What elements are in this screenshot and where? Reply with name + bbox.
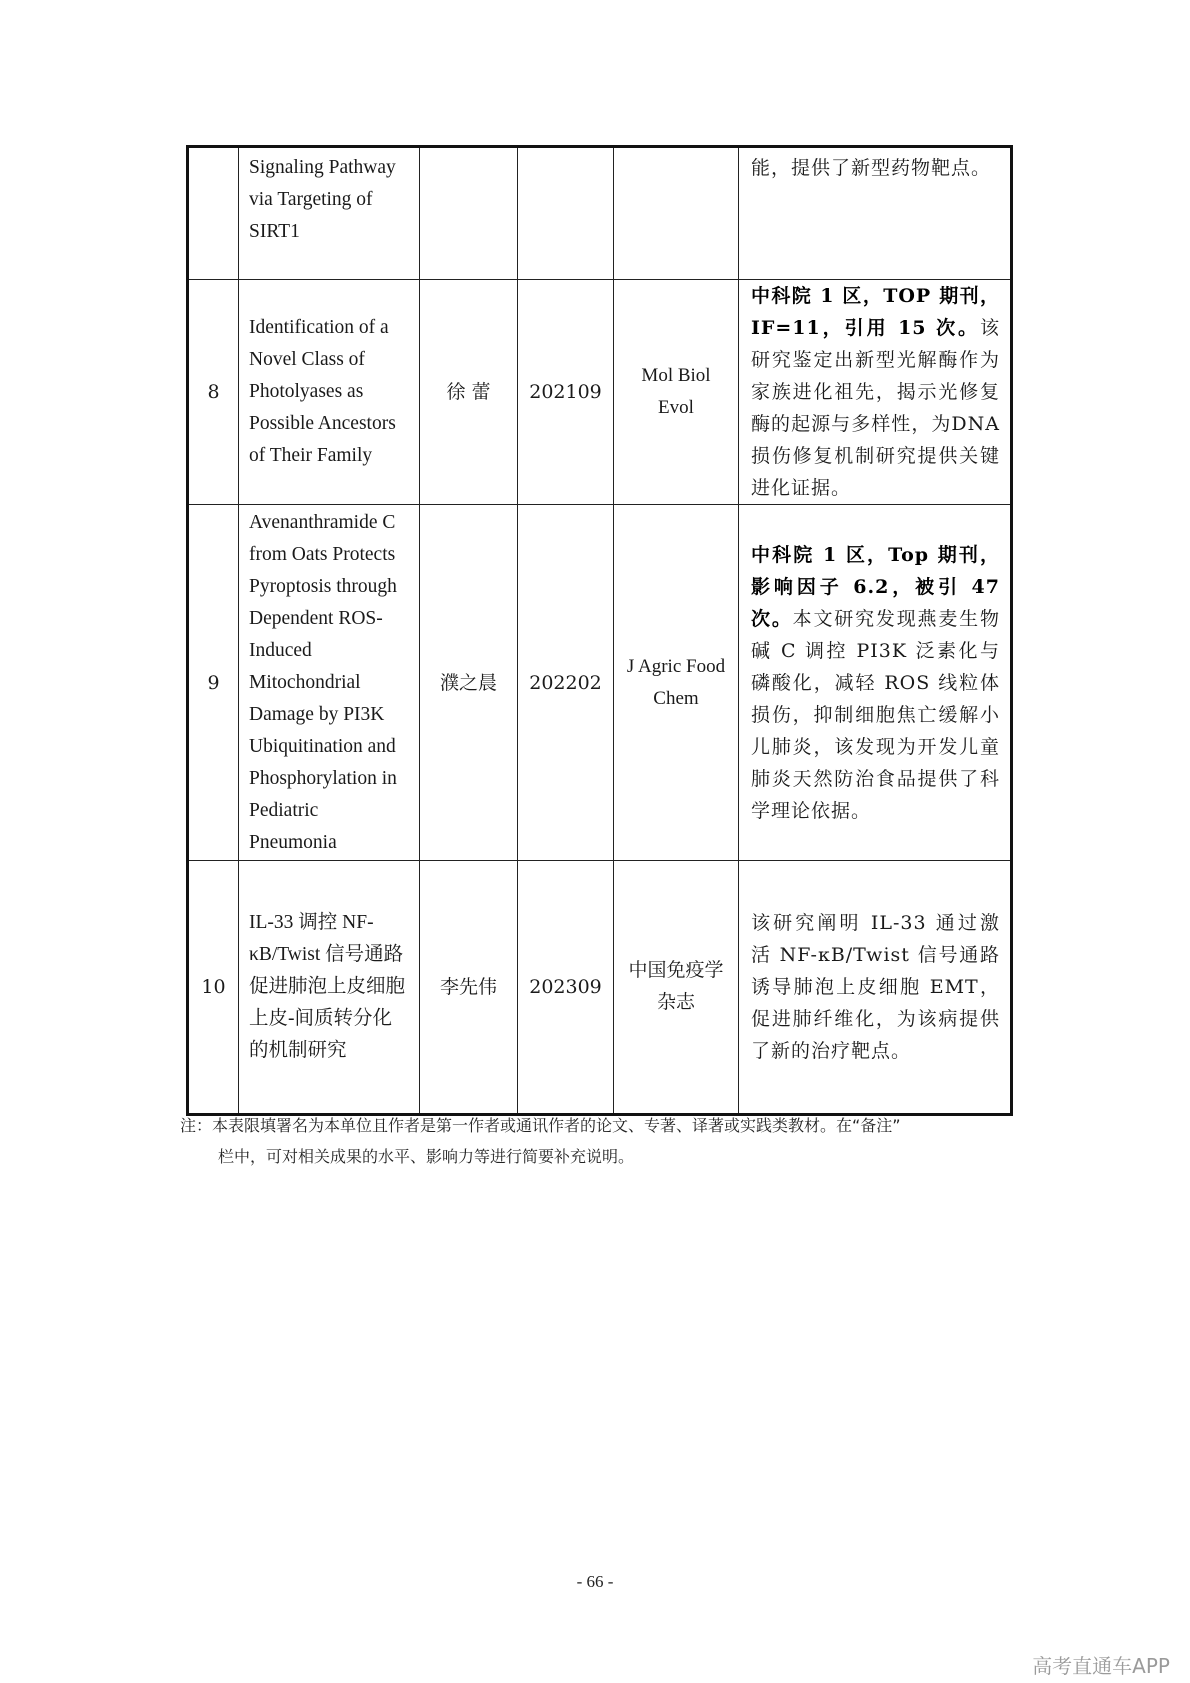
footnote-line-2: 栏中，可对相关成果的水平、影响力等进行简要补充说明。: [218, 1147, 635, 1166]
remark-highlight: 中科院 1 区，Top 期刊，影响因子 6.2，被引 47 次。: [751, 543, 1000, 630]
remark-highlight: 中科院 1 区，TOP 期刊，IF=11，引用 15 次。: [751, 285, 1000, 339]
paper-title: Avenanthramide C from Oats Protects Pyroptosis through Dependent ROS-Induced Mitochondrial Damage by PI3K Ubiquitination and Phosphorylation in Pediatric Pneumonia: [239, 505, 420, 861]
journal: [614, 147, 739, 280]
author: 李先伟: [420, 861, 518, 1115]
journal: 中国免疫学杂志: [614, 861, 739, 1115]
row-number: 8: [188, 280, 239, 505]
table-row: [188, 147, 1012, 280]
author: 濮之晨: [420, 505, 518, 861]
remark: [739, 147, 1012, 280]
page-number: - 66 -: [576, 1572, 614, 1591]
paper-title: IL-33 调控 NF-κB/Twist 信号通路促进肺泡上皮细胞上皮-间质转分化的机制研究: [239, 861, 420, 1115]
papers-table: [186, 145, 1013, 1116]
remark: [739, 505, 1012, 861]
row-number: 9: [188, 505, 239, 861]
table-row: [188, 280, 1012, 505]
row-number: 10: [188, 861, 239, 1115]
table-footnote: [180, 1110, 1020, 1172]
remark: [739, 280, 1012, 505]
author: 徐 蕾: [420, 280, 518, 505]
author: [420, 147, 518, 280]
publish-date: 202109: [518, 280, 614, 505]
remark-text: 该研究鉴定出新型光解酶作为家族进化祖先，揭示光修复酶的起源与多样性，为DNA 损伤修复机制研究提供关键进化证据。: [751, 317, 1000, 499]
publish-date: 202309: [518, 861, 614, 1115]
remark-text: 本文研究发现燕麦生物碱 C 调控 PI3K 泛素化与磷酸化，减轻 ROS 线粒体损伤，抑制细胞焦亡缓解小儿肺炎，该发现为开发儿童肺炎天然防治食品提供了科学理论依据。: [751, 607, 1000, 822]
row-number: [188, 147, 239, 280]
table-row: [188, 861, 1012, 1115]
table-row: [188, 505, 1012, 861]
footnote-line-1: 注：本表限填署名为本单位且作者是第一作者或通讯作者的论文、专著、译著或实践类教材。在“备注”: [180, 1116, 901, 1135]
journal: J Agric Food Chem: [614, 505, 739, 861]
watermark: 高考直通车APP: [1032, 1654, 1170, 1678]
remark: [739, 861, 1012, 1115]
remark-text: 能，提供了新型药物靶点。: [751, 157, 992, 179]
journal: Mol Biol Evol: [614, 280, 739, 505]
paper-title: Signaling Pathway via Targeting of SIRT1: [239, 147, 420, 280]
paper-title: Identification of a Novel Class of Photolyases as Possible Ancestors of Their Family: [239, 280, 420, 505]
publish-date: [518, 147, 614, 280]
publish-date: 202202: [518, 505, 614, 861]
remark-text: 该研究阐明 IL-33 通过激活 NF-κB/Twist 信号通路诱导肺泡上皮细胞 EMT，促进肺纤维化，为该病提供了新的治疗靶点。: [751, 912, 1000, 1062]
